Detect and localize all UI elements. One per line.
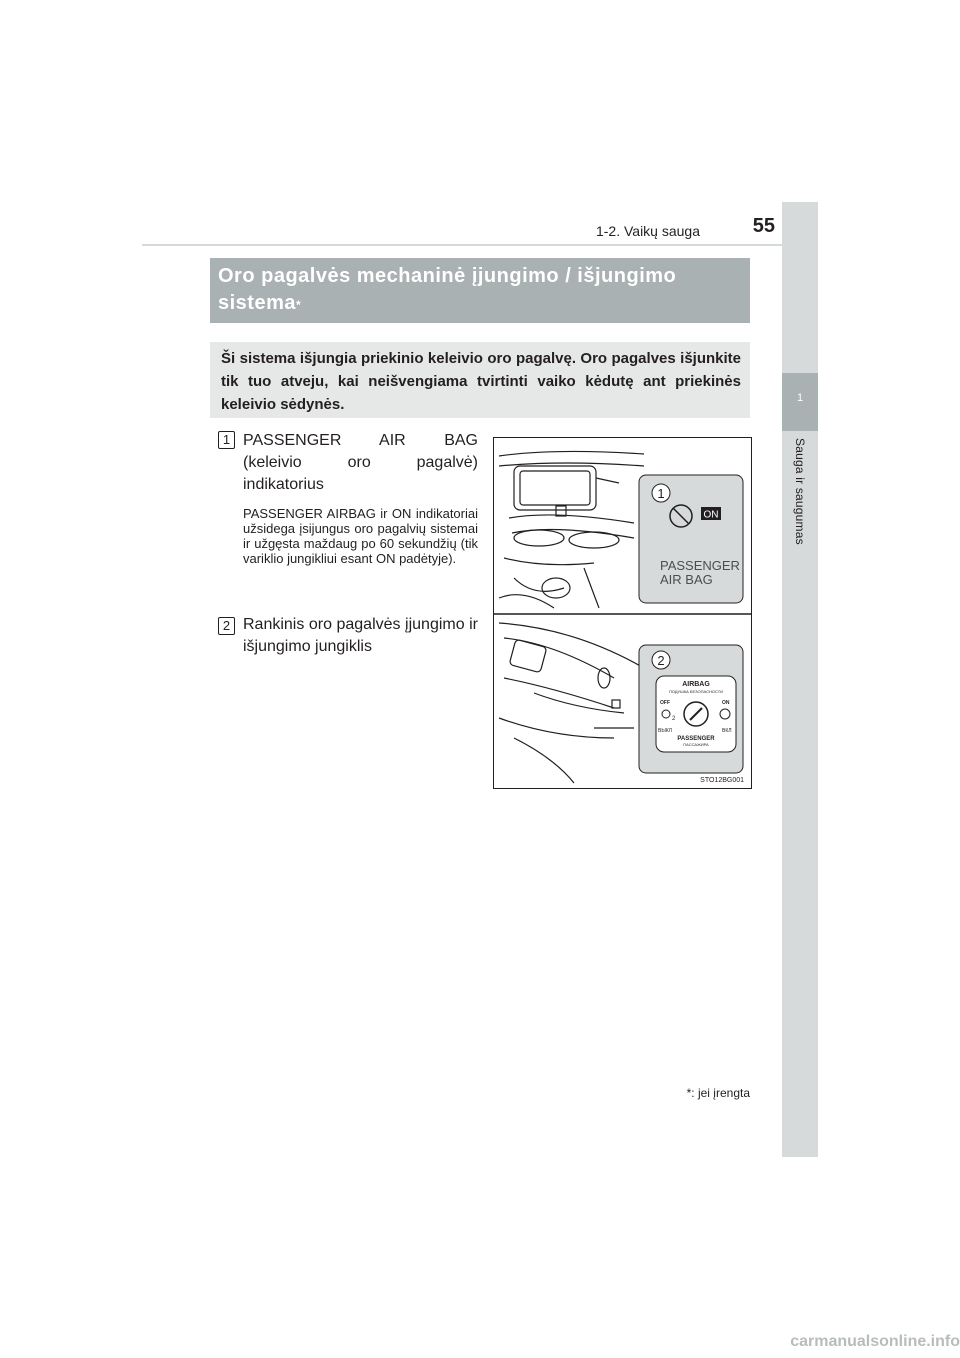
item-1-title-line3: indikatorius <box>243 476 324 493</box>
callout-1-number: 1 <box>657 486 665 501</box>
passenger-label: PASSENGER <box>660 558 740 573</box>
side-tab-number: 1 <box>796 392 804 404</box>
svg-text:ПАССАЖИРА: ПАССАЖИРА <box>683 742 709 747</box>
svg-text:OFF: OFF <box>660 700 670 706</box>
callout-2-number: 2 <box>657 653 665 668</box>
header-divider <box>142 244 818 246</box>
side-tab-label: Sauga ir saugumas <box>793 438 807 545</box>
item-number-1: 1 <box>218 431 235 449</box>
air-bag-label: AIR BAG <box>660 572 713 587</box>
item-number-2: 2 <box>218 617 235 635</box>
on-indicator-label: ON <box>703 509 719 521</box>
svg-text:ПОДУШКА БЕЗОПАСНОСТИ: ПОДУШКА БЕЗОПАСНОСТИ <box>668 689 724 694</box>
intro-text: Ši sistema išjungia priekinio keleivio oro pagalvę. Oro pagalves išjunkite tik tuo atveju, kai neišvengiama tvirtinti vaiko kėdutę ant priekinės keleivio sėdynės. <box>221 350 741 413</box>
page-number: 55 <box>752 215 775 237</box>
item-2-title: Rankinis oro pagalvės įjungimo ir išjungimo jungiklis <box>243 616 478 655</box>
optional-mark: * <box>296 298 302 312</box>
dashboard-lower-drawing <box>499 623 644 783</box>
svg-text:2: 2 <box>672 716 676 722</box>
callout-manual-switch <box>639 645 743 773</box>
footnote-text: : jei įrengta <box>691 1086 750 1100</box>
item-1-description: PASSENGER AIRBAG ir ON indikatoriai užsidega įsijungus oro pagalvių sistemai ir užgęsta maždaug po 60 sekundžių (tik variklio jungikliui esant ON padėtyje). <box>243 506 478 566</box>
dashboard-upper-drawing <box>499 451 644 608</box>
intro-box <box>210 342 750 418</box>
footnote <box>650 1086 750 1100</box>
section-title <box>218 263 738 317</box>
section-title-text: Oro pagalvės mechaninė įjungimo / išjungimo sistema <box>218 265 677 314</box>
section-title-box <box>210 258 750 323</box>
figure-code: STO12BG001 <box>700 777 744 784</box>
item-1-title <box>243 430 478 496</box>
side-tab-bar <box>782 202 818 1157</box>
svg-text:ВКЛ: ВКЛ <box>722 728 732 734</box>
svg-text:ВЫКЛ: ВЫКЛ <box>658 728 672 734</box>
item-1-title-line2: (keleivio oro pagalvė) <box>243 454 478 471</box>
svg-text:PASSENGER: PASSENGER <box>677 736 715 742</box>
svg-text:AIRBAG: AIRBAG <box>682 681 710 688</box>
watermark: carmanualsonline.info <box>790 1333 960 1350</box>
header-section-title: 1-2. Vaikų sauga <box>595 223 700 239</box>
footnote-mark: * <box>686 1086 692 1100</box>
illustration <box>493 437 752 789</box>
callout-passenger-airbag-indicator <box>639 475 743 603</box>
svg-text:ON: ON <box>722 700 730 706</box>
item-1-title-line1: PASSENGER AIR BAG <box>243 432 478 449</box>
